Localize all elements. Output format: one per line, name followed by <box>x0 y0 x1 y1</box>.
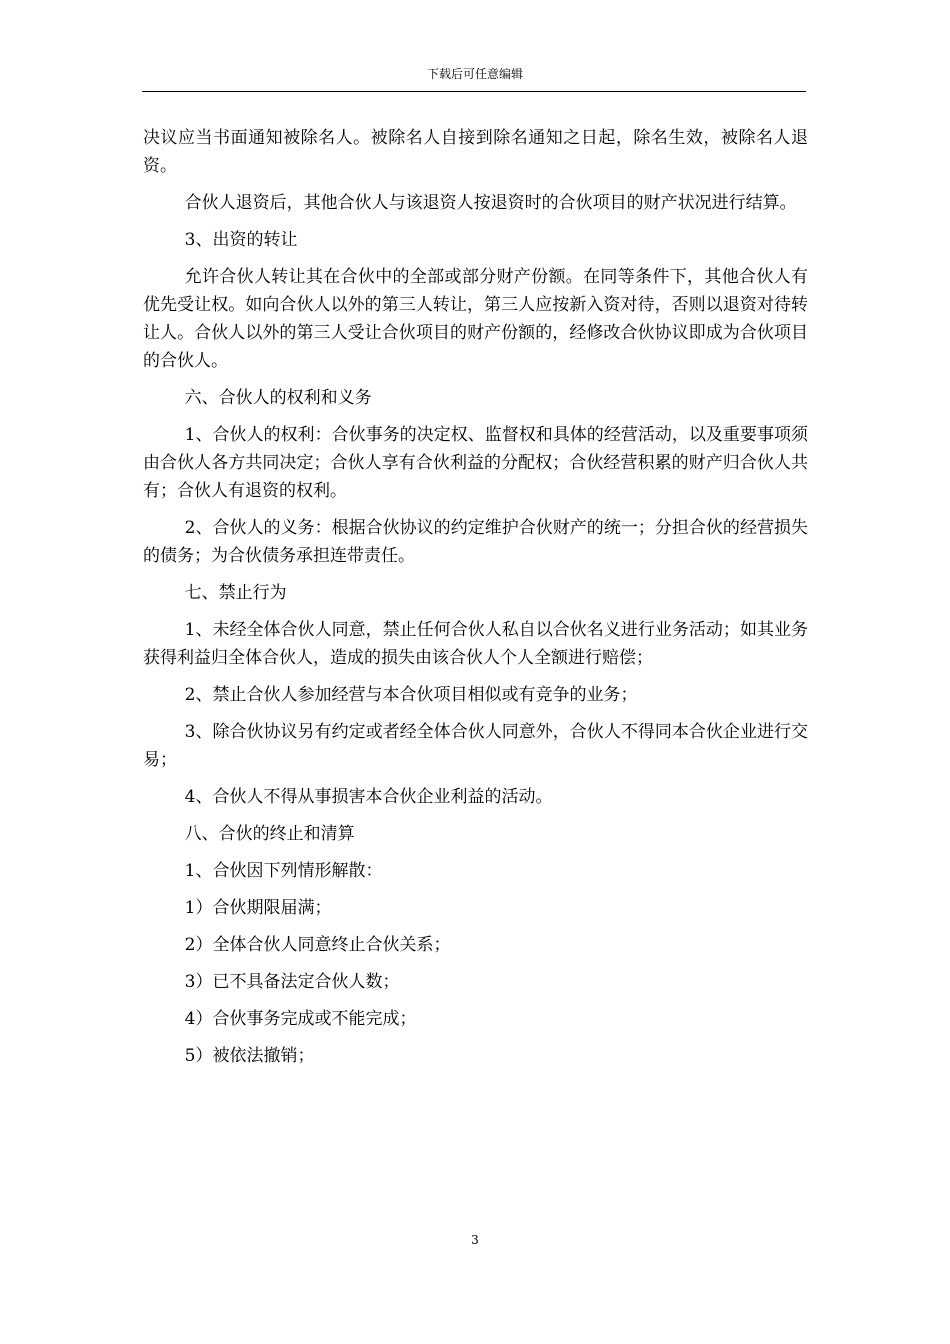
header-divider <box>142 91 806 92</box>
paragraph-11: 3、除合伙协议另有约定或者经全体合伙人同意外，合伙人不得同本合伙企业进行交易； <box>143 722 808 770</box>
paragraph-4: 允许合伙人转让其在合伙中的全部或部分财产份额。在同等条件下，其他合伙人有优先受让权。如向合伙人以外的第三人转让，第三人应按新入资对待，否则以退资对待转让人。合伙人以外的第三人受让合伙项目的财产份额的，经修改合伙协议即成为合伙项目的合伙人。 <box>143 267 808 371</box>
page-number: 3 <box>471 1233 479 1247</box>
section-heading-7: 七、禁止行为 <box>184 583 287 603</box>
paragraph-6: 1、合伙人的权利：合伙事务的决定权、监督权和具体的经营活动，以及重要事项须由合伙人各方共同决定；合伙人享有合伙利益的分配权；合伙经营积累的财产归合伙人共有；合伙人有退资的权利。 <box>143 425 808 501</box>
paragraph-1: 决议应当书面通知被除名人。被除名人自接到除名通知之日起，除名生效，被除名人退资。 <box>143 128 808 176</box>
section-heading-3: 3、出资的转让 <box>184 230 298 250</box>
list-item-2: 2）全体合伙人同意终止合伙关系； <box>184 935 451 955</box>
section-heading-8: 八、合伙的终止和清算 <box>184 824 355 844</box>
paragraph-7: 2、合伙人的义务：根据合伙协议的约定维护合伙财产的统一；分担合伙的经营损失的债务；为合伙债务承担连带责任。 <box>143 518 808 566</box>
list-item-5: 5）被依法撤销； <box>184 1046 315 1066</box>
section-heading-6: 六、合伙人的权利和义务 <box>184 388 372 408</box>
paragraph-9: 1、未经全体合伙人同意，禁止任何合伙人私自以合伙名义进行业务活动；如其业务获得利益归全体合伙人，造成的损失由该合伙人个人全额进行赔偿； <box>143 620 808 668</box>
paragraph-14: 1、合伙因下列情形解散： <box>184 861 383 881</box>
list-item-4: 4）合伙事务完成或不能完成； <box>184 1009 417 1029</box>
list-item-1: 1）合伙期限届满； <box>184 898 332 918</box>
document-body <box>143 124 808 1079</box>
list-item-3: 3）已不具备法定合伙人数； <box>184 972 400 992</box>
page-header: 下载后可任意编辑 <box>426 67 523 81</box>
paragraph-12: 4、合伙人不得从事损害本合伙企业利益的活动。 <box>184 787 553 807</box>
paragraph-2: 合伙人退资后，其他合伙人与该退资人按退资时的合伙项目的财产状况进行结算。 <box>184 193 797 213</box>
paragraph-10: 2、禁止合伙人参加经营与本合伙项目相似或有竞争的业务； <box>184 685 638 705</box>
